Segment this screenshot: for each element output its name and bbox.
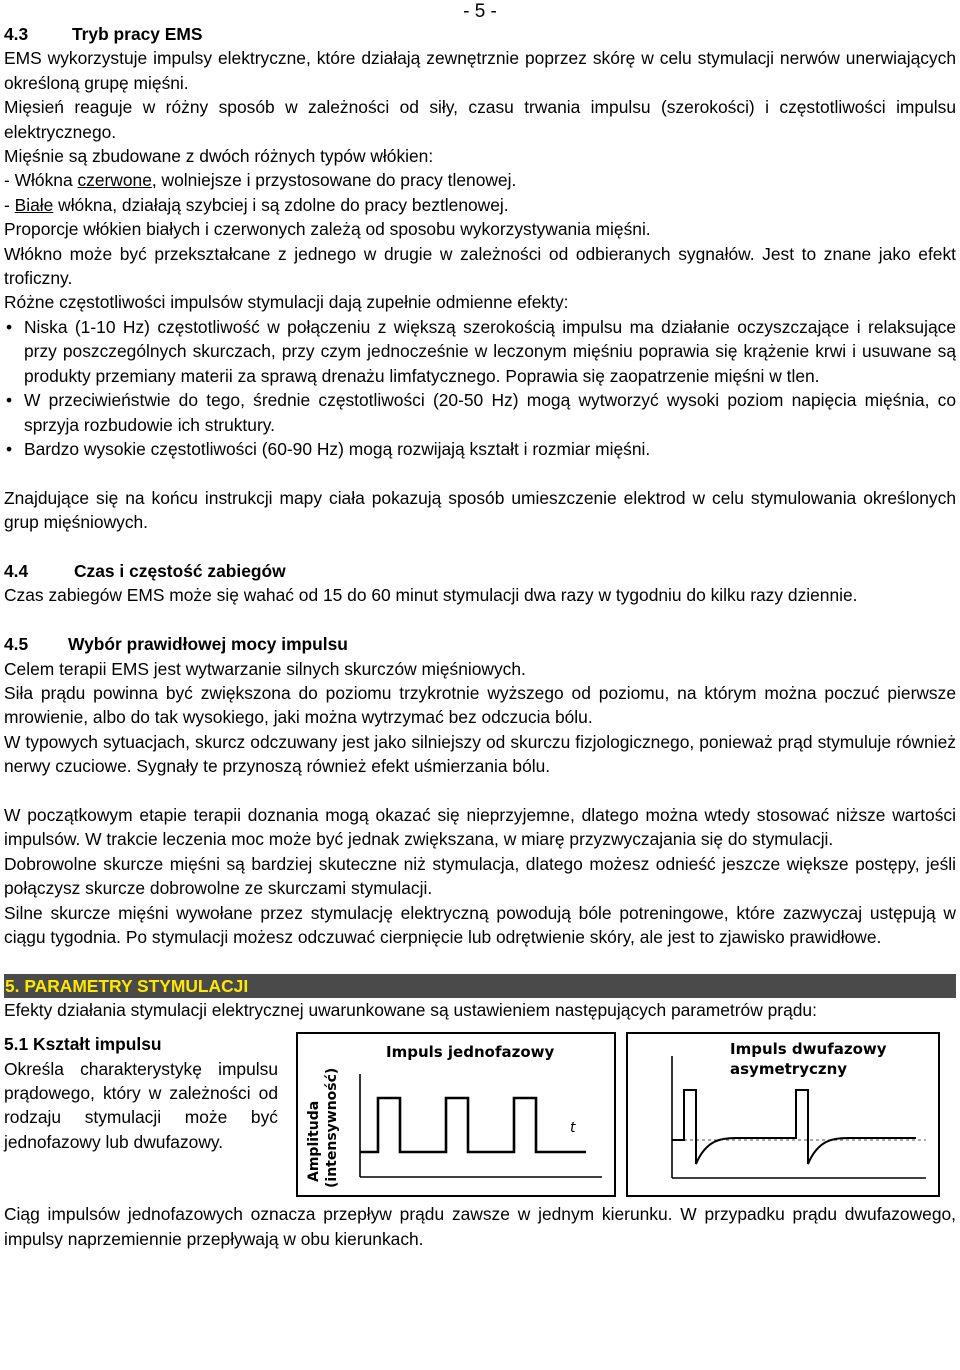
section-5-1-heading: 5.1 Kształt impulsu bbox=[4, 1034, 162, 1055]
section-4-5-heading bbox=[4, 632, 956, 656]
text-run: włókna, działają szybciej i są zdolne do pracy beztlenowej. bbox=[53, 194, 509, 215]
list-item bbox=[4, 388, 956, 437]
paragraph: Ciąg impulsów jednofazowych oznacza przepływ prądu zawsze w jednym kierunku. W przypadku prądu dwufazowego, impulsy naprzemiennie przepływają w obu kierunkach. bbox=[4, 1204, 956, 1249]
paragraph: W typowych sytuacjach, skurcz odczuwany jest jako silniejszy od skurczu fizjologicznego, ponieważ prąd stymuluje również nerwy czuciowe. Sygnały te przynoszą również efekt uśmierzania bólu. bbox=[4, 731, 956, 777]
text-run: , wolniejsze i przystosowane do pracy tlenowej. bbox=[151, 170, 517, 191]
paragraph: Mięsień reaguje w różny sposób w zależności od siły, czasu trwania impulsu (szerokości) i częstotliwości impulsu elektrycznego. bbox=[4, 97, 956, 142]
list-item bbox=[4, 437, 956, 461]
y-axis-label: Amplituda bbox=[306, 1101, 322, 1183]
y-axis-label-secondary: (intensywność) bbox=[324, 1067, 340, 1189]
underlined-text: Białe bbox=[14, 194, 54, 215]
list-item-text: Bardzo wysokie częstotliwości (60-90 Hz) mogą rozwijają kształt i rozmiar mięśni. bbox=[24, 438, 651, 459]
bullet-icon: • bbox=[6, 390, 13, 411]
section-title: Wybór prawidłowej mocy impulsu bbox=[68, 634, 348, 655]
section-5-heading: 5. PARAMETRY STYMULACJI bbox=[4, 974, 956, 998]
paragraph: Znajdujące się na końcu instrukcji mapy ciała pokazują sposób umieszczenie elektrod w celu stymulowania określonych grup mięśniowych. bbox=[4, 487, 956, 533]
paragraph bbox=[4, 193, 956, 217]
x-axis-label: t bbox=[570, 1120, 576, 1137]
section-title: Tryb pracy EMS bbox=[72, 24, 203, 44]
section-number: 4.4 bbox=[4, 560, 29, 581]
paragraph: Mięśnie są zbudowane z dwóch różnych typów włókien: bbox=[4, 146, 434, 167]
page-number: - 5 - bbox=[463, 1, 497, 22]
paragraph: EMS wykorzystuje impulsy elektryczne, które działają zewnętrznie poprzez skórę w celu stymulacji nerwów unerwiających określoną grupę mięśni. bbox=[4, 48, 956, 93]
text-run: - bbox=[4, 194, 15, 215]
diagram-title: Impuls dwufazowy bbox=[730, 1040, 887, 1059]
bullet-icon: • bbox=[6, 316, 13, 337]
paragraph: Włókno może być przekształcane z jednego w drugie w zależności od odbieranych sygnałów. Jest to znane jako efekt troficzny. bbox=[4, 243, 956, 289]
paragraph: Określa charakterystykę impulsu prądowego, który w zależności od rodzaju stymulacji może być jednofazowy lub dwufazowy. bbox=[4, 1058, 278, 1152]
list-item bbox=[4, 315, 956, 388]
section-4-4-heading bbox=[4, 559, 956, 583]
paragraph bbox=[4, 168, 956, 192]
paragraph: Czas zabiegów EMS może się wahać od 15 do 60 minut stymulacji dwa razy w tygodniu do kilku razy dziennie. bbox=[4, 585, 858, 606]
section-number: 4.3 bbox=[4, 24, 29, 44]
paragraph: Silne skurcze mięśni wywołane przez stymulację elektryczną powodują bóle potreningowe, które zazwyczaj ustępują w ciągu tygodnia. Po stymulacji możesz odczuwać cierpnięcie lub odrętwienie skóry, ale jest to zjawisko prawidłowe. bbox=[4, 902, 956, 947]
section-5-1-block bbox=[4, 1032, 956, 1202]
paragraph: Efekty działania stymulacji elektrycznej uwarunkowane są ustawieniem następujących parametrów prądu: bbox=[4, 999, 817, 1020]
section-title: Czas i częstość zabiegów bbox=[74, 560, 286, 581]
section-5-1-text bbox=[4, 1032, 278, 1154]
list-item-text: Niska (1-10 Hz) częstotliwość w połączeniu z większą szerokością impulsu ma działanie oczyszczające i relaksujące przy poszczególnych skurczach, przy czym jednocześnie w leczonym mięśniu poprawia się krążenie krwi i usuwane są produkty przemiany materii za sprawą drenażu limfatycznego. Poprawia się zaopatrzenie mięśni w tlen. bbox=[24, 316, 956, 386]
paragraph: W początkowym etapie terapii doznania mogą okazać się nieprzyjemne, dlatego można wtedy stosować niższe wartości impulsów. W trakcie leczenia moc może być jednak zwiększana, w miarę przyzwyczajania się do stymulacji. bbox=[4, 804, 956, 850]
list-item-text: W przeciwieństwie do tego, średnie częstotliwości (20-50 Hz) mogą wytworzyć wysoki poziom napięcia mięśnia, co sprzyja rozbudowie ich struktury. bbox=[24, 390, 956, 435]
diagram-title: Impuls jednofazowy bbox=[386, 1043, 555, 1062]
underlined-text: czerwone bbox=[77, 170, 152, 191]
document-page bbox=[4, 0, 956, 1251]
bullet-list bbox=[4, 315, 956, 461]
diagram-title-line-2: asymetryczny bbox=[730, 1060, 848, 1079]
bullet-icon: • bbox=[6, 438, 13, 459]
asymmetric-biphasic-pulse-diagram bbox=[626, 1032, 940, 1197]
paragraph: Różne częstotliwości impulsów stymulacji dają zupełnie odmienne efekty: bbox=[4, 292, 569, 313]
section-4-3-heading bbox=[4, 22, 956, 46]
paragraph: Proporcje włókien białych i czerwonych zależą od sposobu wykorzystywania mięśni. bbox=[4, 219, 651, 240]
monophasic-pulse-diagram bbox=[296, 1032, 616, 1197]
paragraph: Siła prądu powinna być zwiększona do poziomu trzykrotnie wyższego od poziomu, na którym można poczuć pierwsze mrowienie, albo do tak wysokiego, jaki można wytrzymać bez odczucia bólu. bbox=[4, 682, 956, 728]
text-run: - Włókna bbox=[4, 170, 78, 191]
paragraph: Dobrowolne skurcze mięśni są bardziej skuteczne niż stymulacja, dlatego możesz odnieść jeszcze większe postępy, jeśli połączysz skurcze dobrowolne ze skurczami stymulacji. bbox=[4, 853, 956, 899]
paragraph: Celem terapii EMS jest wytwarzanie silnych skurczów mięśniowych. bbox=[4, 658, 526, 679]
section-number: 4.5 bbox=[4, 634, 29, 655]
